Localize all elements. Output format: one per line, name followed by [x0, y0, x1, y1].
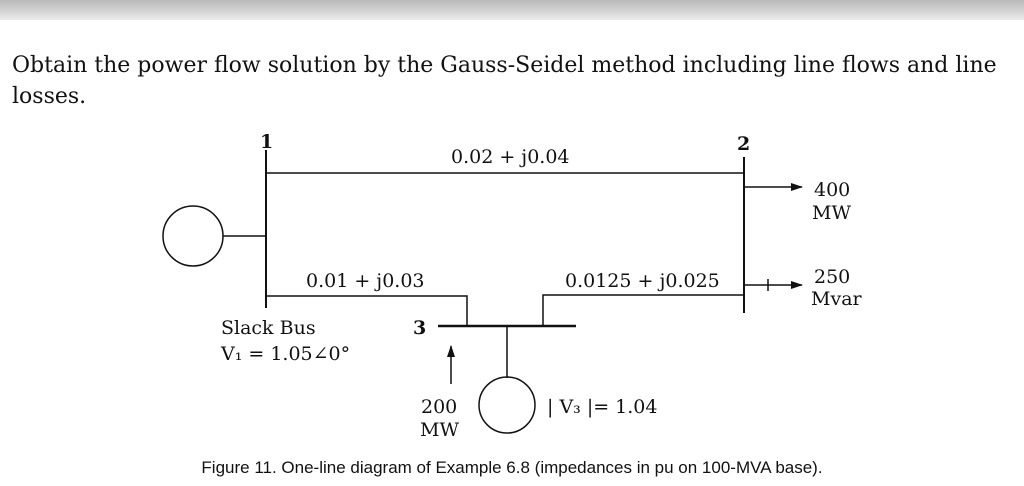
- slack-bus-title: Slack Bus: [221, 317, 316, 339]
- gen3-voltage: | V₃ |= 1.04: [547, 396, 658, 418]
- slack-bus-voltage: V₁ = 1.05∠0°: [221, 343, 351, 365]
- gen3-p-unit: MW: [420, 419, 459, 441]
- gen3-p-value: 200: [421, 396, 458, 418]
- line-1-2-impedance: 0.02 + j0.04: [451, 146, 570, 168]
- load-q-value: 250: [814, 266, 851, 288]
- slack-generator-symbol: [163, 206, 223, 266]
- line-2-3: [543, 295, 744, 326]
- problem-text-line2: losses.: [12, 84, 87, 109]
- gen3-symbol: [479, 377, 535, 433]
- load-p-unit: MW: [812, 202, 851, 224]
- load-q-unit: Mvar: [811, 288, 862, 310]
- bus1-label: 1: [260, 131, 274, 153]
- load-p-value: 400: [814, 179, 851, 201]
- figure-caption: Figure 11. One-line diagram of Example 6.8 (impedances in pu on 100-MVA base).: [201, 458, 823, 477]
- line-1-3-impedance: 0.01 + j0.03: [306, 270, 425, 292]
- bus3-label: 3: [413, 317, 427, 339]
- bus2-label: 2: [737, 133, 751, 155]
- line-2-3-impedance: 0.0125 + j0.025: [565, 270, 720, 292]
- problem-text-line1: Obtain the power flow solution by the Gauss-Seidel method including line flows and line: [12, 53, 997, 78]
